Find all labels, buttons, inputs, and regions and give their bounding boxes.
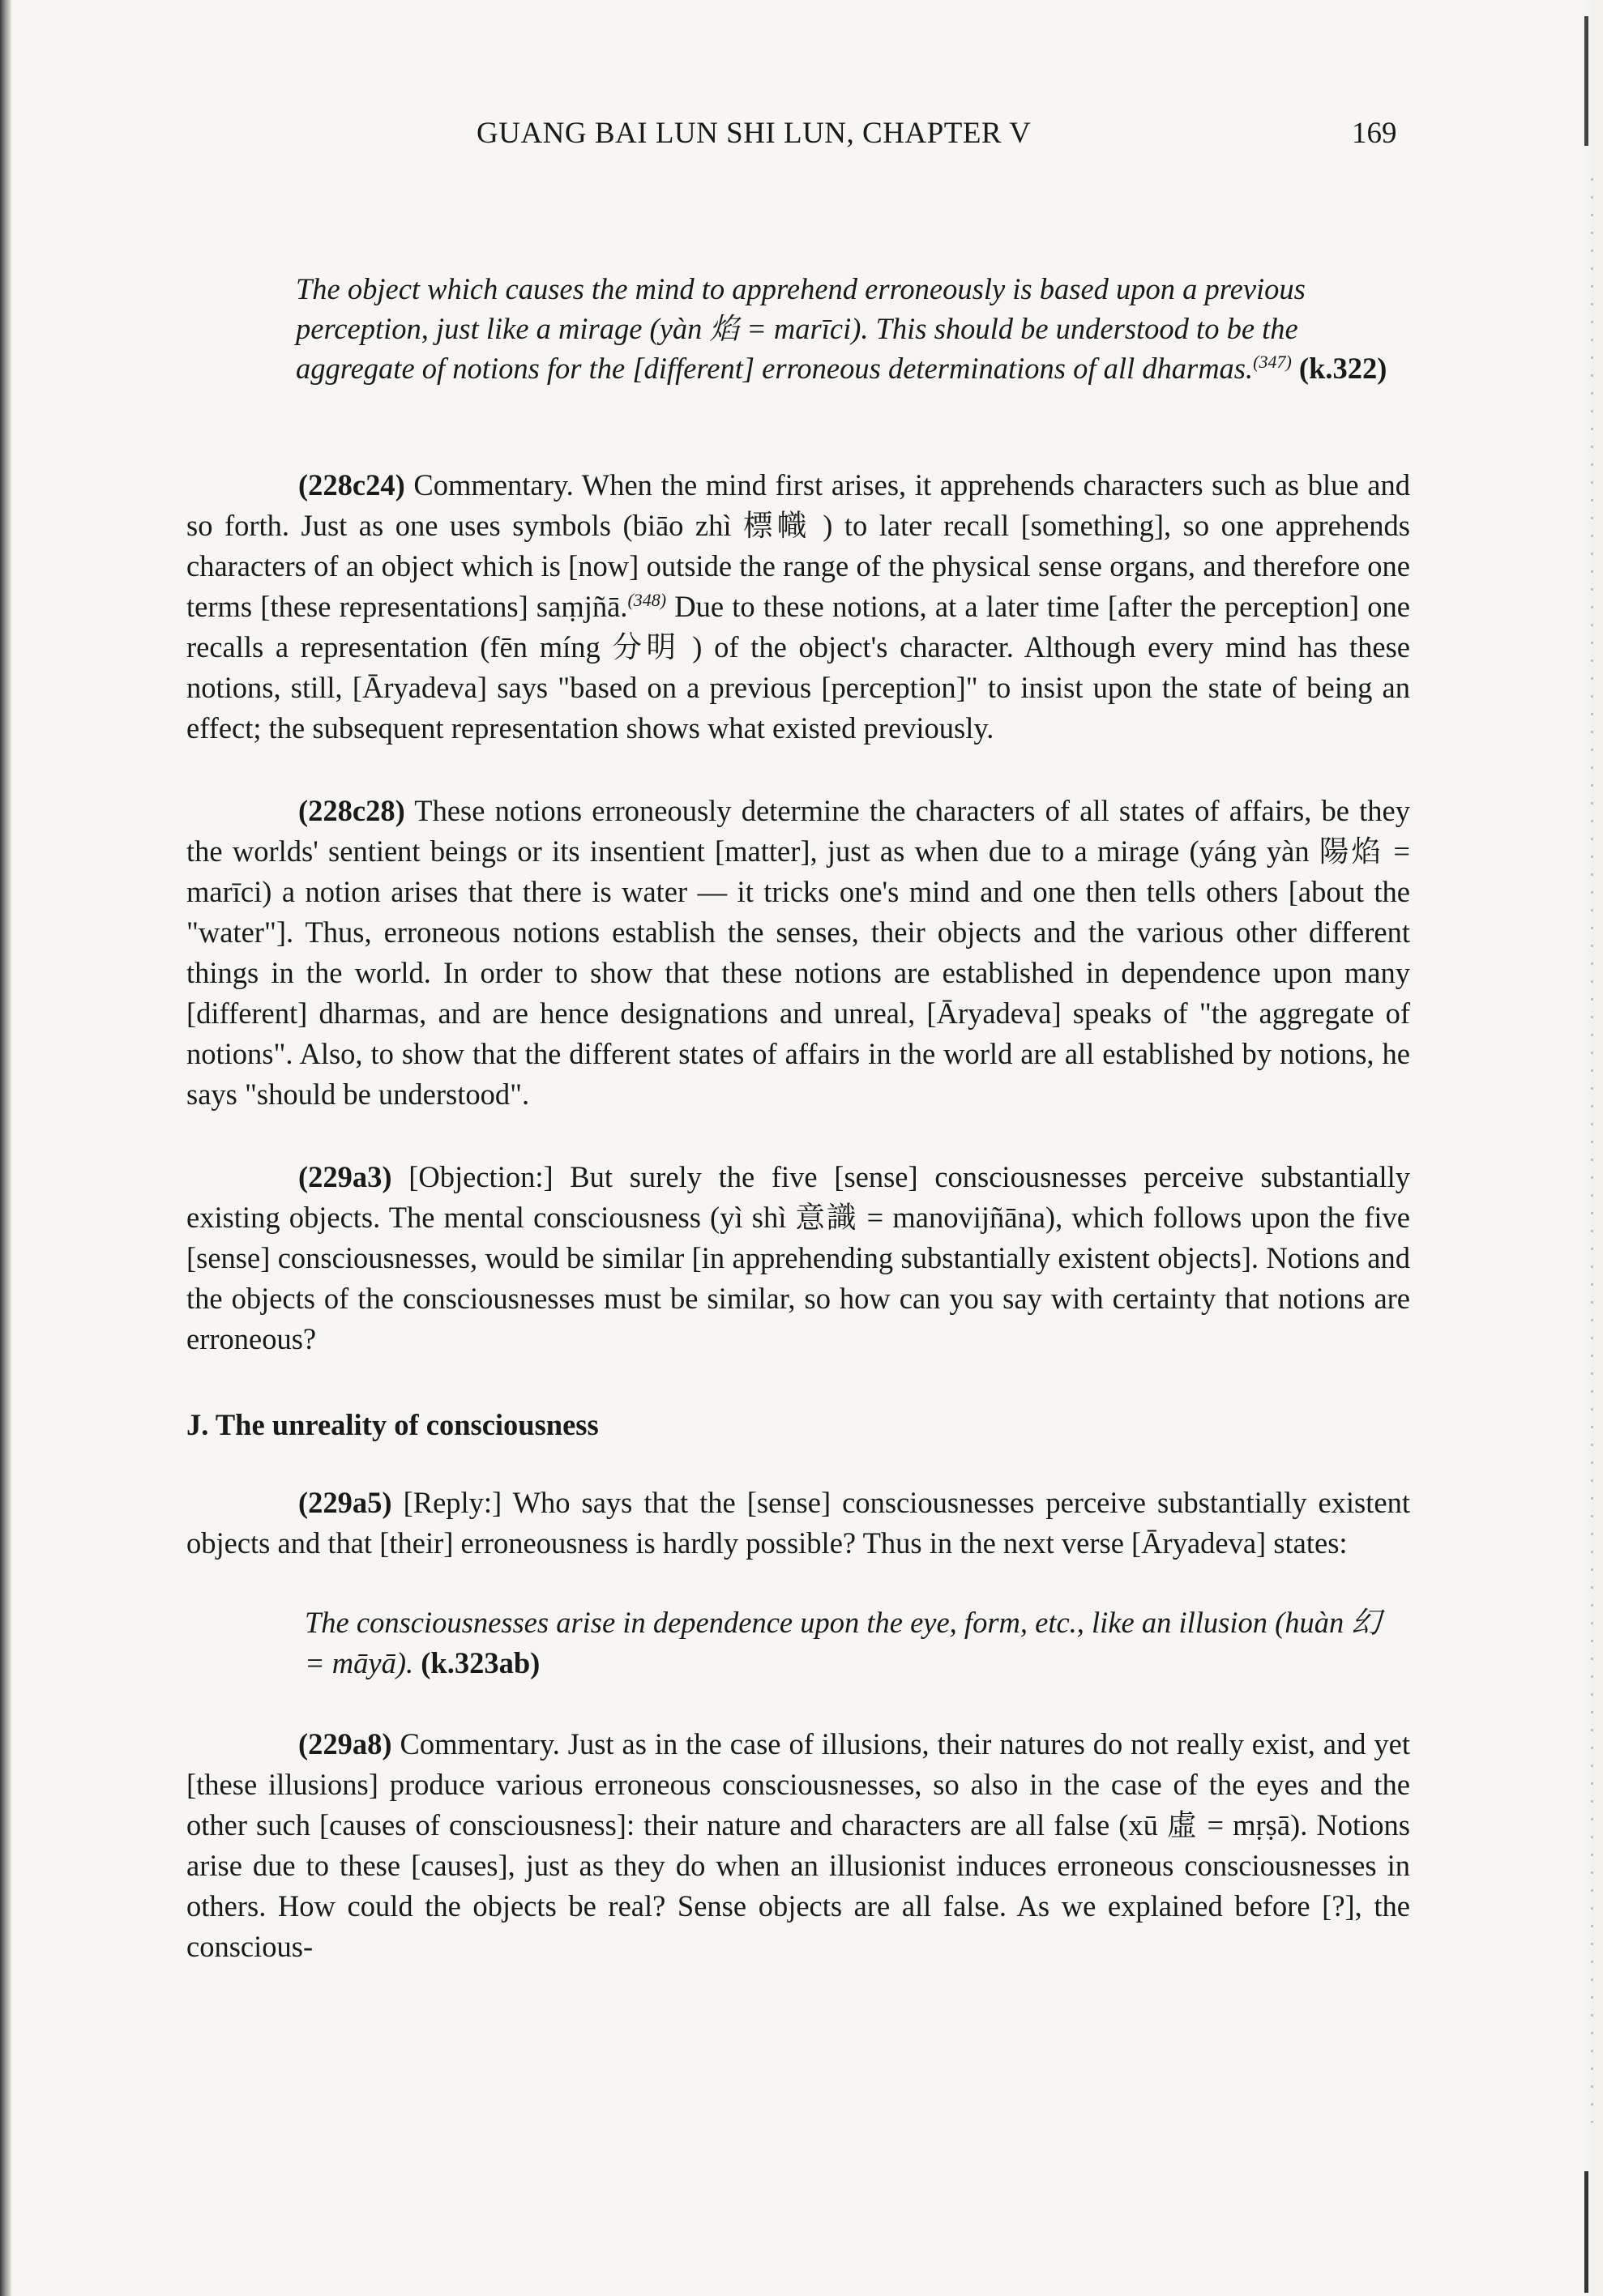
scan-mark-top: [1584, 16, 1588, 146]
paragraph-229a8: [186, 1724, 1410, 1967]
footnote-ref: (347): [1253, 351, 1292, 372]
paragraph-text: Commentary. When the mind first arises, it apprehends characters such as blue and so forth. Just as one uses symbols (biāo zhì 標幟 ) to later recall [something], so one apprehends characters of an object which is [now] outside the range of the physical sense organs, and therefore one terms [these representations] saṃjñā.: [186, 468, 1410, 623]
paragraph-229a5: [186, 1483, 1410, 1564]
page-edge-right: [1582, 0, 1603, 2296]
paragraph-text-cont: Due to these notions, at a later time [after the perception] one recalls a representation (fēn míng 分明 ) of the object's character. Although every mind has these notions, still, [Āryadeva] says "based on a previous [perception]" to insist upon the state of being an effect; the subsequent representation shows what existed previously.: [186, 590, 1410, 745]
paragraph-229a3: [186, 1157, 1410, 1359]
paragraph-text: [Objection:] But surely the five [sense] consciousnesses perceive substantially existing objects. The mental consciousness (yì shì 意識 = manovijñāna), which follows upon the five [sense] consciousnesses, would be similar [in apprehending substantially existent objects]. Notions and the objects of the consciousnesses must be similar, so how can you say with certainty that notions are erroneous?: [186, 1160, 1411, 1355]
paragraph-id: (229a5): [298, 1486, 392, 1519]
page-edge-left: [0, 0, 11, 2296]
paragraph-text: Commentary. Just as in the case of illusions, their natures do not really exist, and yet [these illusions] produce various erroneous consciousnesses, so also in the case of the eyes and the other such [causes of consciousness]: their nature and characters are all false (xū 虛 = mṛṣā). Notions arise due to these [causes], just as they do when an illusionist induces erroneous consciousnesses in others. How could the objects be real? Sense objects are all false. As we explained before [?], the conscious-: [186, 1727, 1410, 1963]
scan-speckles: [1591, 178, 1593, 2123]
paragraph-228c28: [186, 791, 1410, 1115]
paragraph-228c24: [186, 465, 1410, 749]
verse-k322: [296, 269, 1404, 388]
verse-text: The object which causes the mind to apprehend erroneously is based upon a previous perception, just like a mirage (yàn 焰 = marīci). This should be understood to be the aggregate of notions for the [different] erroneous determinations of all dharmas.: [296, 272, 1306, 385]
section-heading: J. The unreality of consciousness: [186, 1408, 599, 1441]
scan-mark-bottom: [1584, 2171, 1588, 2293]
verse-k323ab: [305, 1603, 1407, 1684]
footnote-ref: (348): [627, 589, 667, 610]
paragraph-id: (229a3): [298, 1160, 392, 1193]
page-number: 169: [1352, 117, 1397, 150]
paragraph-text: [Reply:] Who says that the [sense] consciousnesses perceive substantially existent objects and that [their] erroneousness is hardly possible? Thus in the next verse [Āryadeva] states:: [186, 1486, 1410, 1560]
verse-ref: (k.323ab): [421, 1646, 541, 1679]
paragraph-id: (229a8): [298, 1727, 392, 1760]
paragraph-id: (228c24): [298, 468, 405, 501]
paragraph-id: (228c28): [298, 794, 405, 827]
verse-ref: (k.322): [1298, 352, 1387, 385]
verse-text: The consciousnesses arise in dependence upon the eye, form, etc., like an illusion (huàn 幻 = māyā).: [305, 1606, 1381, 1679]
paragraph-text: These notions erroneously determine the characters of all states of affairs, be they the worlds' sentient beings or its insentient [matter], just as when due to a mirage (yáng yàn 陽焰 = marīci) a notion arises that there is water — it tricks one's mind and one then tells others [about the "water"]. Thus, erroneous notions establish the senses, their objects and the various other different things in the world. In order to show that these notions are established in dependence upon many [different] dharmas, and are hence designations and unreal, [Āryadeva] speaks of "the aggregate of notions". Also, to show that the different states of affairs in the world are all established by notions, he says "should be understood".: [186, 794, 1410, 1111]
running-title: GUANG BAI LUN SHI LUN, CHAPTER V: [477, 117, 1032, 150]
